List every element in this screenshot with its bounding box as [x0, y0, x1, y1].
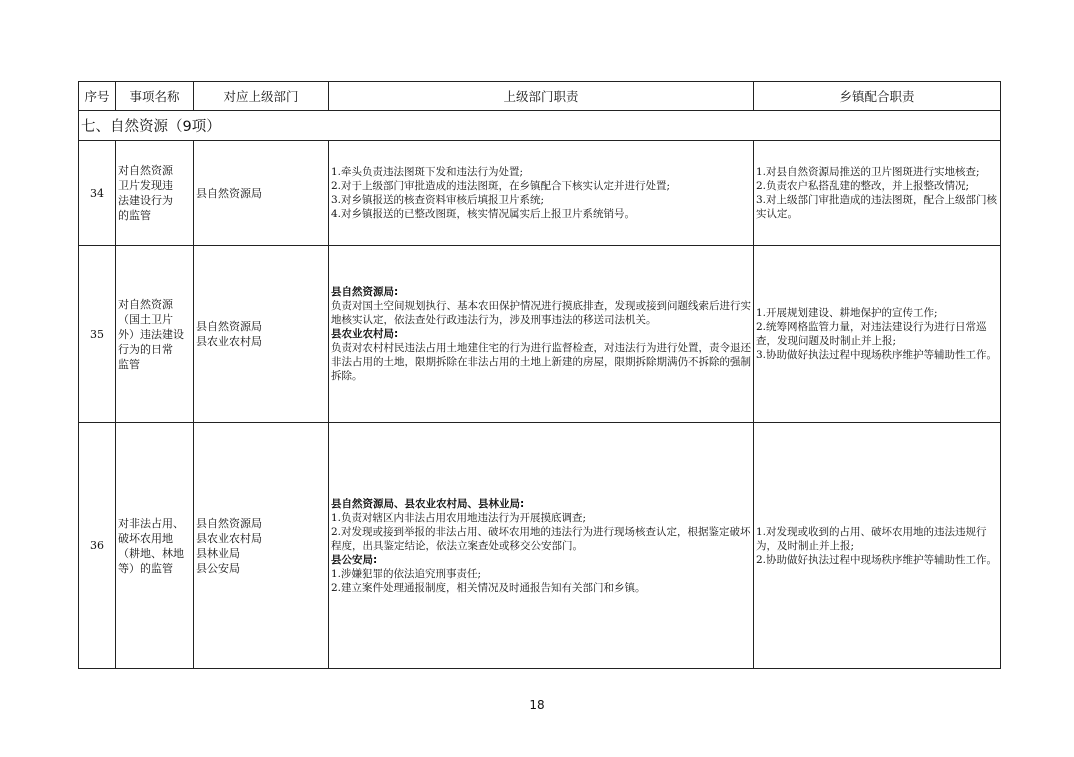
agency-heading: 县公安局: — [331, 553, 378, 566]
row-seq: 34 — [79, 141, 116, 246]
duty-line: 1.开展规划建设、耕地保护的宣传工作; — [756, 307, 938, 319]
header-seq: 序号 — [79, 82, 116, 111]
row-seq: 35 — [79, 246, 116, 423]
item-name-line: 的监管 — [118, 209, 151, 222]
agency-heading: 县农业农村局: — [331, 328, 399, 340]
duty-line: 1.涉嫌犯罪的依法追究刑事责任; — [331, 567, 482, 580]
header-superior-duties: 上级部门职责 — [329, 82, 754, 111]
duty-line: 3.对乡镇报送的核查资料审核后填报卫片系统; — [331, 194, 545, 206]
item-name-line: 破坏农用地 — [118, 531, 173, 545]
duty-table — [78, 81, 1001, 669]
table-row — [79, 246, 1001, 423]
row-superior-duties — [329, 246, 754, 423]
row-seq: 36 — [79, 423, 116, 669]
header-row — [79, 82, 1001, 111]
duty-line: 2.统筹网格监管力量，对违法建设行为进行日常巡查，发现问题及时制止并上报; — [756, 321, 987, 347]
row-superior-duties — [329, 141, 754, 246]
duty-line: 2.负责农户私搭乱建的整改，并上报整改情况; — [756, 180, 970, 192]
section-title: 七、自然资源（9项） — [79, 111, 1001, 141]
agency-heading: 县自然资源局: — [331, 286, 399, 298]
header-town-duties: 乡镇配合职责 — [754, 82, 1001, 111]
header-superior-dept: 对应上级部门 — [194, 82, 329, 111]
dept-line: 县公安局 — [196, 561, 240, 575]
duty-line: 1.负责对辖区内非法占用农用地违法行为开展摸底调查; — [331, 511, 587, 524]
item-name-line: 等）的监管 — [118, 561, 173, 575]
duty-line: 2.建立案件处理通报制度，相关情况及时通报告知有关部门和乡镇。 — [331, 581, 646, 594]
dept-line: 县农业农村局 — [196, 335, 262, 348]
row-superior-dept — [194, 141, 329, 246]
row-item-name — [116, 141, 194, 246]
dept-line: 县林业局 — [196, 546, 240, 560]
duty-line: 1.对发现或收到的占用、破坏农用地的违法违规行为，及时制止并上报; — [756, 525, 987, 552]
duty-line: 4.对乡镇报送的已整改图斑，核实情况属实后上报卫片系统销号。 — [331, 208, 636, 220]
duty-line: 2.协助做好执法过程中现场秩序维护等辅助性工作。 — [756, 553, 998, 566]
page-number: 18 — [529, 698, 545, 712]
dept-line: 县农业农村局 — [196, 531, 262, 545]
row-town-duties — [754, 246, 1001, 423]
dept-line: 县自然资源局 — [196, 186, 262, 200]
duty-line: 2.对于上级部门审批造成的违法图斑，在乡镇配合下核实认定并进行处置; — [331, 180, 671, 192]
duty-line: 3.对上级部门审批造成的违法图斑，配合上级部门核实认定。 — [756, 194, 998, 220]
row-item-name — [116, 423, 194, 669]
duty-line: 负责对农村村民违法占用土地建住宅的行为进行监督检查，对违法行为进行处置，责令退还非法占用的土地，限期拆除在非法占用的土地上新建的房屋，限期拆除期满仍不拆除的强制拆除。 — [331, 342, 751, 382]
table-row — [79, 423, 1001, 669]
duty-line: 3.协助做好执法过程中现场秩序维护等辅助性工作。 — [756, 349, 998, 361]
item-name-line: （耕地、林地 — [118, 546, 184, 560]
duty-line: 负责对国土空间规划执行、基本农田保护情况进行摸底排查，发现或接到问题线索后进行实地核实认定，依法查处行政违法行为，涉及刑事违法的移送司法机关。 — [331, 300, 751, 326]
table-row — [79, 141, 1001, 246]
duty-line: 1.对县自然资源局推送的卫片图斑进行实地核查; — [756, 166, 980, 178]
duty-line: 1.牵头负责违法图斑下发和违法行为处置; — [331, 166, 524, 178]
item-name-line: 对非法占用、 — [118, 516, 184, 530]
dept-line: 县自然资源局 — [196, 516, 262, 530]
item-name-line: 监管 — [118, 357, 140, 371]
row-town-duties — [754, 141, 1001, 246]
row-superior-dept — [194, 246, 329, 423]
item-name-line: 对自然资源 — [118, 297, 173, 311]
header-item-name: 事项名称 — [116, 82, 194, 111]
item-name-line: 卫片发现违 — [118, 179, 173, 192]
duty-line: 2.对发现或接到举报的非法占用、破坏农用地的违法行为进行现场核查认定，根据鉴定破坏程度，出具鉴定结论，依法立案查处或移交公安部门。 — [331, 525, 751, 552]
row-superior-dept — [194, 423, 329, 669]
agency-heading: 县自然资源局、县农业农村局、县林业局: — [331, 497, 525, 510]
item-name-line: 外）违法建设 — [118, 327, 184, 341]
dept-line: 县自然资源局 — [196, 320, 262, 333]
row-superior-duties — [329, 423, 754, 669]
row-item-name — [116, 246, 194, 423]
row-town-duties — [754, 423, 1001, 669]
item-name-line: 对自然资源 — [118, 164, 173, 177]
section-row — [79, 111, 1001, 141]
item-name-line: （国土卫片 — [118, 312, 173, 326]
item-name-line: 行为的日常 — [118, 342, 173, 356]
item-name-line: 法建设行为 — [118, 194, 173, 207]
